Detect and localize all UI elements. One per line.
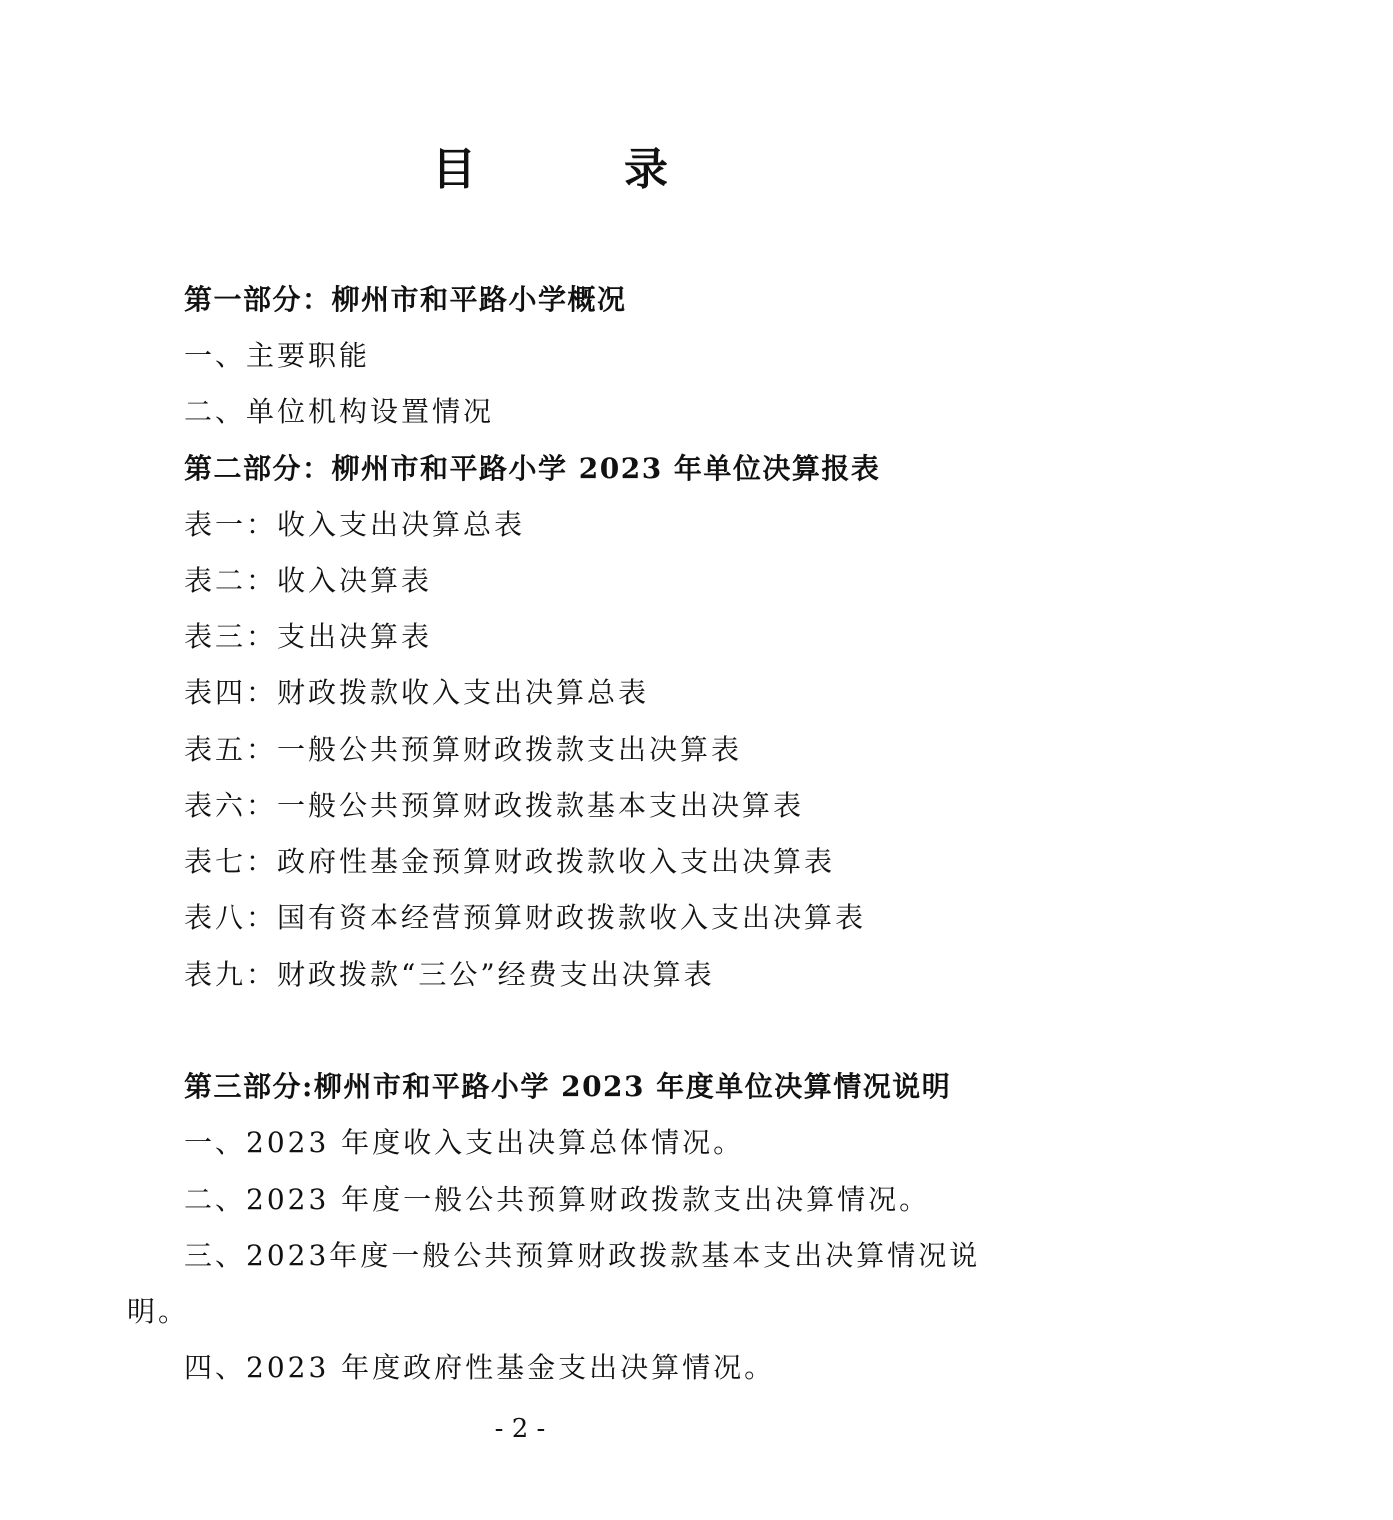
part3-item-1: 一、2023 年度收入支出决算总体情况。 <box>184 1126 745 1159</box>
part2-item-6: 表六：一般公共预算财政拨款基本支出决算表 <box>184 789 805 822</box>
toc-title: 目 录 <box>432 144 720 195</box>
part2-item-1: 表一：收入支出决算总表 <box>184 508 526 541</box>
part2-heading: 第二部分：柳州市和平路小学 2023 年单位决算报表 <box>184 452 881 485</box>
part1-item-2: 二、单位机构设置情况 <box>184 395 495 428</box>
part2-item-8: 表八：国有资本经营预算财政拨款收入支出决算表 <box>184 901 867 934</box>
part3-item-4: 四、2023 年度政府性基金支出决算情况。 <box>184 1351 776 1384</box>
part1-item-1: 一、主要职能 <box>184 339 371 372</box>
part3-item-3-continued: 明。 <box>127 1295 190 1328</box>
part2-item-4: 表四：财政拨款收入支出决算总表 <box>184 676 650 709</box>
part1-heading: 第一部分：柳州市和平路小学概况 <box>184 283 627 316</box>
page-number: - 2 - <box>494 1414 546 1444</box>
part3-item-3: 三、2023年度一般公共预算财政拨款基本支出决算情况说 <box>184 1239 981 1272</box>
part3-item-2: 二、2023 年度一般公共预算财政拨款支出决算情况。 <box>184 1183 931 1216</box>
part2-item-5: 表五：一般公共预算财政拨款支出决算表 <box>184 733 743 766</box>
part2-item-7: 表七：政府性基金预算财政拨款收入支出决算表 <box>184 845 836 878</box>
part2-item-3: 表三：支出决算表 <box>184 620 433 653</box>
part2-item-9: 表九：财政拨款“三公”经费支出决算表 <box>184 958 715 991</box>
part3-heading: 第三部分:柳州市和平路小学 2023 年度单位决算情况说明 <box>184 1070 952 1103</box>
part2-item-2: 表二：收入决算表 <box>184 564 433 597</box>
